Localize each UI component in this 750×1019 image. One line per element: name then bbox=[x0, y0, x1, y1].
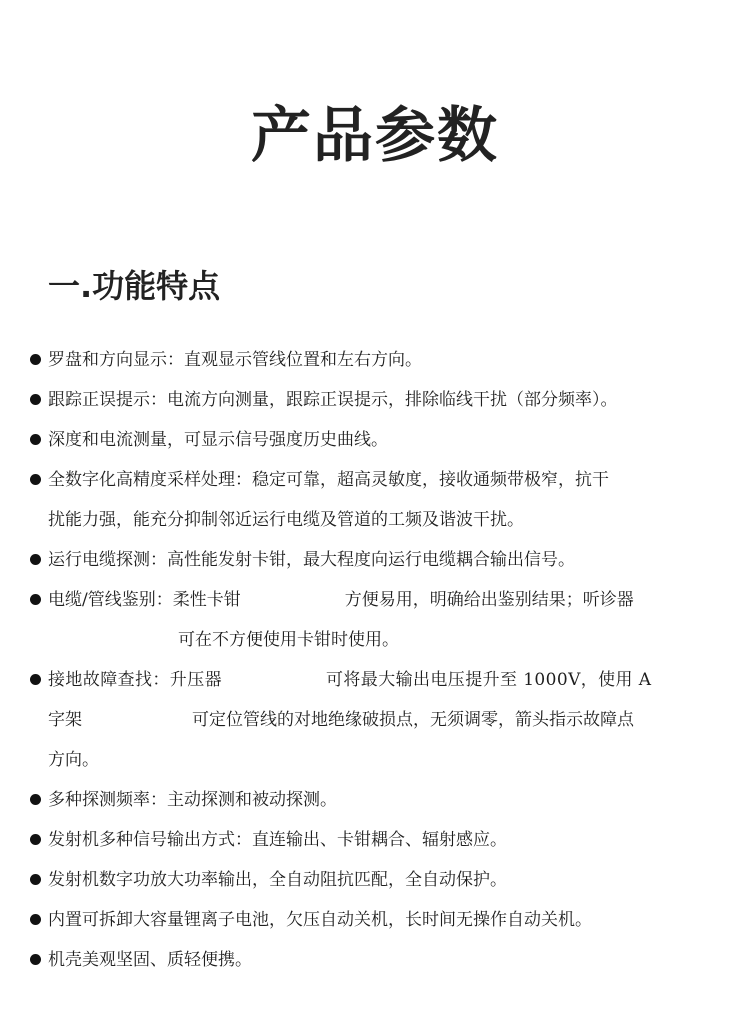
bullet-icon bbox=[30, 554, 41, 565]
feature-text: 可将最大输出电压提升至 1000V，使用 A bbox=[326, 670, 652, 690]
feature-item-cable-identification bbox=[30, 580, 726, 660]
feature-text: 跟踪正误提示：电流方向测量，跟踪正误提示，排除临线干扰（部分频率）。 bbox=[48, 390, 618, 410]
feature-text: 深度和电流测量，可显示信号强度历史曲线。 bbox=[48, 430, 388, 450]
feature-text: 发射机数字功放大功率输出，全自动阻抗匹配，全自动保护。 bbox=[48, 870, 507, 890]
feature-item-frequencies bbox=[30, 780, 726, 820]
feature-text-continued: 可定位管线的对地绝缘破损点，无须调零，箭头指示故障点 bbox=[192, 710, 634, 730]
feature-text: 多种探测频率：主动探测和被动探测。 bbox=[48, 790, 337, 810]
feature-item-power-amp bbox=[30, 860, 726, 900]
feature-item-tracking bbox=[30, 380, 726, 420]
feature-text: 方便易用，明确给出鉴别结果；听诊器 bbox=[344, 590, 634, 610]
feature-text-continued: 方向。 bbox=[48, 750, 99, 770]
bullet-icon bbox=[30, 594, 41, 605]
bullet-icon bbox=[30, 834, 41, 845]
feature-text: 发射机多种信号输出方式：直连输出、卡钳耦合、辐射感应。 bbox=[48, 830, 507, 850]
feature-text: 运行电缆探测：高性能发射卡钳，最大程度向运行电缆耦合输出信号。 bbox=[48, 550, 575, 570]
bullet-icon bbox=[30, 874, 41, 885]
bullet-icon bbox=[30, 474, 41, 485]
feature-item-output-modes bbox=[30, 820, 726, 860]
bullet-icon bbox=[30, 674, 41, 685]
feature-text: 罗盘和方向显示：直观显示管线位置和左右方向。 bbox=[48, 350, 422, 370]
bullet-icon bbox=[30, 354, 41, 365]
feature-item-housing bbox=[30, 940, 726, 980]
bullet-icon bbox=[30, 394, 41, 405]
section-heading-features: 一.功能特点 bbox=[48, 267, 221, 305]
feature-text: 内置可拆卸大容量锂离子电池，欠压自动关机，长时间无操作自动关机。 bbox=[48, 910, 592, 930]
feature-text: 电缆/管线鉴别：柔性卡钳 bbox=[48, 590, 241, 610]
feature-text-continued: 扰能力强，能充分抑制邻近运行电缆及管道的工频及谐波干扰。 bbox=[48, 510, 524, 530]
bullet-icon bbox=[30, 434, 41, 445]
bullet-icon bbox=[30, 914, 41, 925]
bullet-icon bbox=[30, 954, 41, 965]
page-title: 产品参数 bbox=[251, 101, 499, 171]
feature-item-battery bbox=[30, 900, 726, 940]
feature-item-live-cable bbox=[30, 540, 726, 580]
feature-text: 全数字化高精度采样处理：稳定可靠，超高灵敏度，接收通频带极窄，抗干 bbox=[48, 470, 609, 490]
feature-list bbox=[30, 340, 726, 980]
feature-text-continued: 可在不方便使用卡钳时使用。 bbox=[178, 630, 399, 650]
feature-text: 机壳美观坚固、质轻便携。 bbox=[48, 950, 252, 970]
feature-item-compass bbox=[30, 340, 726, 380]
feature-item-ground-fault bbox=[30, 660, 726, 780]
feature-item-depth-current bbox=[30, 420, 726, 460]
feature-item-digital-sampling bbox=[30, 460, 726, 540]
bullet-icon bbox=[30, 794, 41, 805]
feature-text: 接地故障查找：升压器 bbox=[48, 670, 222, 690]
feature-text-continued: 字架 bbox=[48, 710, 82, 730]
